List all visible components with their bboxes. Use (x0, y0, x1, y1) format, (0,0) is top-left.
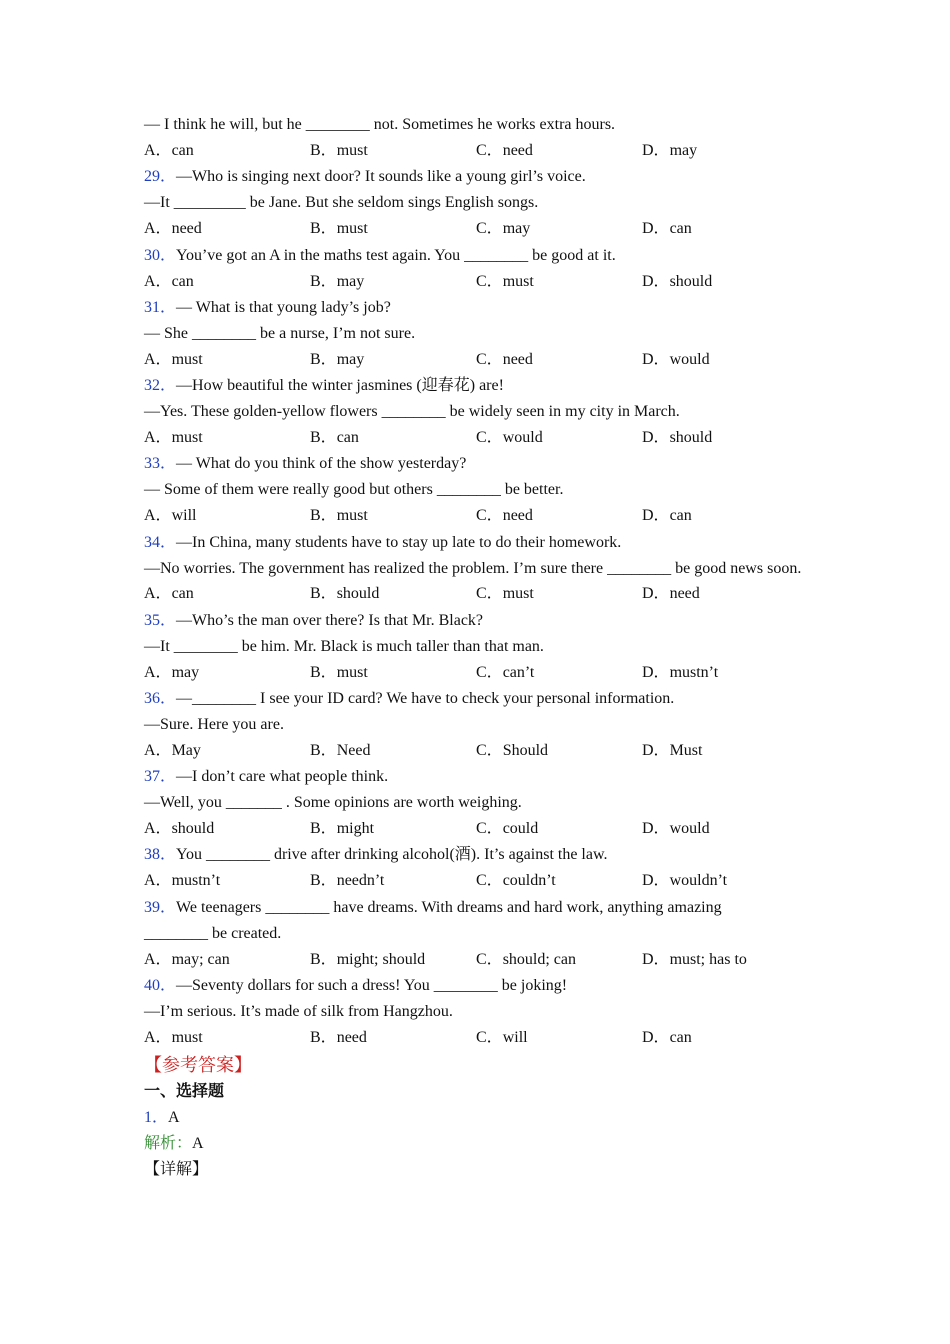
option-text: must (171, 1029, 203, 1047)
option-letter: C． (476, 1029, 503, 1047)
option-letter: D． (642, 872, 670, 890)
option-text: May (171, 741, 201, 759)
option-text: would (669, 820, 710, 838)
question-text: —Yes. These golden-yellow flowers ________ be widely seen in my city in March. (144, 403, 680, 421)
option-text: can (171, 585, 194, 603)
question-text: You ________ drive after drinking alcohol(酒). It’s against the law. (176, 846, 608, 864)
option-a (144, 947, 310, 973)
option-b (310, 816, 476, 842)
question-line (144, 556, 804, 582)
option-text: should (171, 820, 215, 838)
option-b: B．must (310, 142, 368, 159)
option-letter: B． (310, 1029, 337, 1047)
option-text: can (669, 220, 692, 238)
section-title: 一、选择题 (144, 1083, 225, 1101)
document-page (144, 112, 804, 1183)
option-letter: A． (144, 820, 172, 838)
option-text: may; can (171, 950, 230, 968)
option-c: C．need (476, 142, 533, 159)
option-letter: D． (642, 585, 670, 603)
option-letter: C． (476, 585, 503, 603)
question-number: 38． (144, 846, 177, 864)
question-line (144, 921, 804, 947)
option-a (144, 347, 310, 373)
option-letter: B． (310, 272, 337, 290)
option-d (642, 425, 802, 451)
option-b (310, 738, 476, 764)
question-text: —Sure. Here you are. (144, 715, 284, 733)
option-letter: D． (642, 950, 670, 968)
option-b (310, 216, 476, 242)
option-c (476, 816, 642, 842)
option-text: must (502, 585, 534, 603)
option-text: must (336, 663, 368, 681)
question-options (144, 660, 804, 686)
option-text: Must (669, 741, 703, 759)
option-d (642, 347, 802, 373)
option-letter: A． (144, 741, 172, 759)
question-list (144, 164, 804, 1051)
option-c (476, 347, 642, 373)
question-line (144, 477, 804, 503)
answer-number: 1． (144, 1109, 169, 1127)
option-letter: A． (144, 272, 172, 290)
option-text: wouldn’t (669, 872, 728, 890)
question-number: 37． (144, 768, 177, 786)
option-a (144, 738, 310, 764)
option-letter: A． (144, 220, 172, 238)
question-number: 29． (144, 168, 177, 186)
option-letter: A． (144, 350, 172, 368)
question-text: You’ve got an A in the maths test again. You ________ be good at it. (176, 246, 616, 264)
option-text: can (336, 429, 359, 447)
question-options (144, 868, 804, 894)
option-c (476, 868, 642, 894)
question-text: —________ I see your ID card? We have to check your personal information. (176, 689, 675, 707)
option-letter: C． (476, 350, 503, 368)
option-text: may (336, 350, 365, 368)
option-letter: B． (310, 220, 337, 238)
question-text: —I don’t care what people think. (176, 768, 389, 786)
option-letter: C． (476, 429, 503, 447)
option-a (144, 269, 310, 295)
option-letter: A． (144, 950, 172, 968)
question-text: —I’m serious. It’s made of silk from Hangzhou. (144, 1003, 453, 1021)
option-c (476, 503, 642, 529)
option-text: may (171, 663, 200, 681)
option-a (144, 816, 310, 842)
option-d (642, 1025, 802, 1051)
option-text: should; can (502, 950, 577, 968)
option-a: A．can (144, 142, 194, 159)
analysis-label: 解析： (144, 1135, 193, 1153)
question-number: 32． (144, 377, 177, 395)
question-text: — What do you think of the show yesterday? (176, 455, 467, 473)
option-b (310, 1025, 476, 1051)
question-line (144, 634, 804, 660)
option-letter: C． (476, 663, 503, 681)
option-a (144, 581, 310, 607)
option-a (144, 1025, 310, 1051)
question-text: —It _________ be Jane. But she seldom sings English songs. (144, 194, 539, 212)
option-a (144, 503, 310, 529)
option-text: mustn’t (669, 663, 719, 681)
option-letter: D． (642, 1029, 670, 1047)
option-text: can’t (502, 663, 535, 681)
question-text: ________ be created. (144, 924, 282, 942)
question-number: 39． (144, 898, 177, 916)
question-line (144, 973, 804, 999)
question-number: 34． (144, 533, 177, 551)
question-line (144, 295, 804, 321)
option-text: must (336, 507, 368, 525)
question-28-line: — I think he will, but he ________ not. Sometimes he works extra hours. (144, 116, 616, 133)
option-text: couldn’t (502, 872, 556, 890)
question-line (144, 530, 804, 556)
option-letter: D． (642, 663, 670, 681)
option-text: need (171, 220, 202, 238)
option-d (642, 660, 802, 686)
option-a (144, 425, 310, 451)
question-text: We teenagers ________ have dreams. With dreams and hard work, anything amazing (176, 898, 722, 916)
option-letter: C． (476, 272, 503, 290)
option-text: must (171, 429, 203, 447)
answer-1 (144, 1105, 804, 1131)
question-number: 40． (144, 977, 177, 995)
option-letter: A． (144, 507, 172, 525)
option-text: will (171, 507, 197, 525)
option-letter: C． (476, 872, 503, 890)
option-letter: B． (310, 350, 337, 368)
option-c (476, 947, 642, 973)
option-d (642, 503, 802, 529)
option-text: must; has to (669, 950, 747, 968)
option-letter: C． (476, 507, 503, 525)
option-text: would (502, 429, 543, 447)
question-options (144, 269, 804, 295)
option-text: might; should (336, 950, 426, 968)
question-line (144, 842, 804, 868)
option-text: need (669, 585, 700, 603)
question-text: —No worries. The government has realized the problem. I’m sure there ________ be good news soon. (144, 559, 802, 577)
question-number: 33． (144, 455, 177, 473)
question-line (144, 190, 804, 216)
question-line (144, 712, 804, 738)
option-text: must (502, 272, 534, 290)
option-text: may (336, 272, 365, 290)
question-text: —Well, you _______ . Some opinions are worth weighing. (144, 794, 522, 812)
detail-label: 【详解】 (144, 1161, 209, 1179)
option-letter: C． (476, 950, 503, 968)
option-letter: A． (144, 429, 172, 447)
option-text: might (336, 820, 375, 838)
option-b (310, 660, 476, 686)
option-d: D．may (642, 142, 698, 159)
question-number: 30． (144, 246, 177, 264)
option-text: need (336, 1029, 367, 1047)
question-28-options (144, 138, 804, 164)
option-text: need (502, 350, 533, 368)
option-b (310, 425, 476, 451)
question-text: —In China, many students have to stay up late to do their homework. (176, 533, 622, 551)
option-letter: D． (642, 220, 670, 238)
question-text: — Some of them were really good but others ________ be better. (144, 481, 564, 499)
option-c (476, 581, 642, 607)
analysis-line (144, 1131, 804, 1157)
option-letter: B． (310, 872, 337, 890)
question-number: 35． (144, 611, 177, 629)
option-b (310, 503, 476, 529)
option-text: can (669, 507, 692, 525)
question-text: —How beautiful the winter jasmines (迎春花) are! (176, 377, 504, 395)
option-d (642, 738, 802, 764)
question-line (144, 764, 804, 790)
question-options (144, 738, 804, 764)
question-text: — What is that young lady’s job? (176, 298, 391, 316)
option-letter: B． (310, 950, 337, 968)
option-letter: A． (144, 872, 172, 890)
option-letter: B． (310, 429, 337, 447)
option-c (476, 1025, 642, 1051)
question-line (144, 321, 804, 347)
option-letter: D． (642, 741, 670, 759)
question-line (144, 399, 804, 425)
option-text: needn’t (336, 872, 385, 890)
option-a (144, 660, 310, 686)
question-options (144, 1025, 804, 1051)
option-text: may (502, 220, 531, 238)
option-letter: A． (144, 663, 172, 681)
question-options (144, 503, 804, 529)
option-letter: A． (144, 1029, 172, 1047)
option-text: can (171, 272, 194, 290)
option-b (310, 581, 476, 607)
question-number: 36． (144, 689, 177, 707)
question-line (144, 895, 804, 921)
option-d (642, 868, 802, 894)
option-letter: C． (476, 741, 503, 759)
option-letter: B． (310, 585, 337, 603)
option-a (144, 868, 310, 894)
option-letter: B． (310, 663, 337, 681)
option-text: should (669, 429, 713, 447)
option-text: mustn’t (171, 872, 221, 890)
option-letter: A． (144, 585, 172, 603)
question-options (144, 581, 804, 607)
answer-value: A (168, 1109, 180, 1127)
question-line (144, 999, 804, 1025)
question-text: —Who’s the man over there? Is that Mr. Black? (176, 611, 484, 629)
question-line (144, 373, 804, 399)
question-text: — She ________ be a nurse, I’m not sure. (144, 324, 416, 342)
option-text: Need (336, 741, 371, 759)
question-line (144, 451, 804, 477)
option-text: must (336, 220, 368, 238)
option-letter: D． (642, 507, 670, 525)
question-options (144, 816, 804, 842)
question-line (144, 164, 804, 190)
option-c (476, 738, 642, 764)
option-text: should (336, 585, 380, 603)
option-b (310, 269, 476, 295)
question-line (144, 608, 804, 634)
question-text: —It ________ be him. Mr. Black is much taller than that man. (144, 637, 544, 655)
option-d (642, 947, 802, 973)
analysis-value: A (192, 1135, 204, 1153)
question-line (144, 790, 804, 816)
question-line (144, 243, 804, 269)
answer-key-header: 【参考答案】 (144, 1055, 252, 1076)
option-d (642, 581, 802, 607)
option-text: need (502, 507, 533, 525)
option-b (310, 347, 476, 373)
question-options (144, 216, 804, 242)
option-text: Should (502, 741, 549, 759)
question-options (144, 425, 804, 451)
option-letter: C． (476, 220, 503, 238)
question-options (144, 947, 804, 973)
option-letter: D． (642, 820, 670, 838)
option-a (144, 216, 310, 242)
option-c (476, 660, 642, 686)
option-c (476, 269, 642, 295)
option-text: can (669, 1029, 692, 1047)
option-letter: B． (310, 507, 337, 525)
question-text: —Who is singing next door? It sounds like a young girl’s voice. (176, 168, 586, 186)
option-c (476, 216, 642, 242)
option-letter: B． (310, 741, 337, 759)
option-b (310, 947, 476, 973)
option-d (642, 816, 802, 842)
option-text: should (669, 272, 713, 290)
option-b (310, 868, 476, 894)
question-options (144, 347, 804, 373)
option-c (476, 425, 642, 451)
option-letter: D． (642, 272, 670, 290)
option-letter: D． (642, 429, 670, 447)
option-d (642, 269, 802, 295)
question-text: —Seventy dollars for such a dress! You ________ be joking! (176, 977, 568, 995)
option-letter: B． (310, 820, 337, 838)
option-letter: C． (476, 820, 503, 838)
question-number: 31． (144, 298, 177, 316)
option-text: could (502, 820, 539, 838)
option-text: would (669, 350, 710, 368)
option-letter: D． (642, 350, 670, 368)
option-text: will (502, 1029, 528, 1047)
question-line (144, 686, 804, 712)
option-text: must (171, 350, 203, 368)
option-d (642, 216, 802, 242)
